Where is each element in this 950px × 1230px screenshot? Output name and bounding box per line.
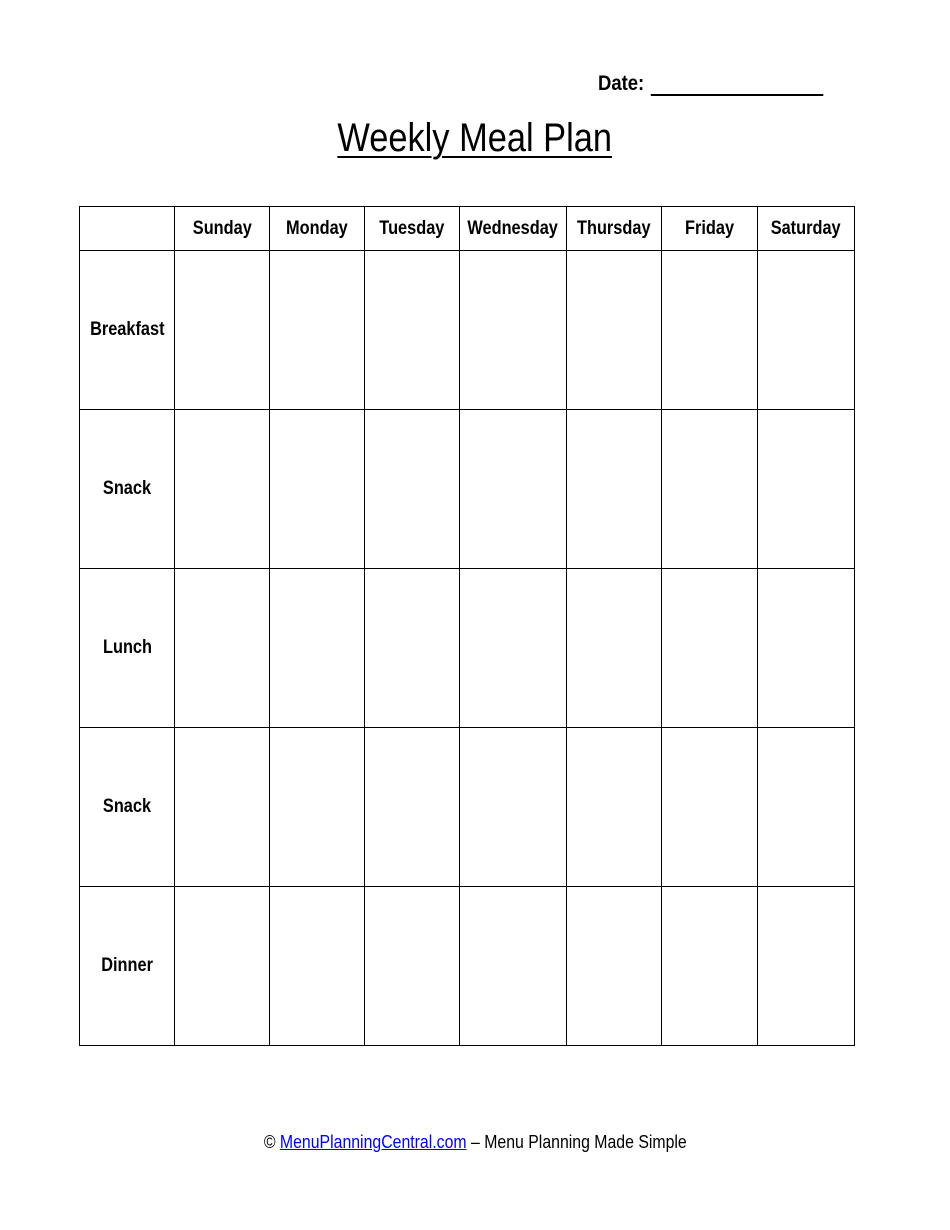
meal-row-snack-morning <box>80 410 855 569</box>
day-header-monday: Monday <box>270 207 365 251</box>
meal-cell[interactable] <box>460 410 567 569</box>
day-header-tuesday: Tuesday <box>365 207 460 251</box>
meal-cell[interactable] <box>175 887 270 1046</box>
meal-row-dinner <box>80 887 855 1046</box>
meal-cell[interactable] <box>365 410 460 569</box>
day-header-thursday: Thursday <box>567 207 662 251</box>
date-field <box>598 64 823 96</box>
copyright-symbol: © <box>263 1132 276 1152</box>
meal-plan-table <box>79 206 855 1046</box>
footer-tagline: – Menu Planning Made Simple <box>470 1132 687 1152</box>
meal-label-dinner: Dinner <box>80 887 175 1046</box>
footer-link[interactable]: MenuPlanningCentral.com <box>279 1132 467 1152</box>
meal-cell[interactable] <box>567 887 662 1046</box>
meal-cell[interactable] <box>175 728 270 887</box>
meal-label-snack: Snack <box>80 728 175 887</box>
meal-cell[interactable] <box>662 410 758 569</box>
meal-cell[interactable] <box>365 251 460 410</box>
meal-cell[interactable] <box>460 251 567 410</box>
header-row <box>80 207 855 251</box>
meal-cell[interactable] <box>758 887 855 1046</box>
meal-cell[interactable] <box>175 410 270 569</box>
meal-cell[interactable] <box>662 251 758 410</box>
meal-cell[interactable] <box>758 251 855 410</box>
meal-cell[interactable] <box>175 569 270 728</box>
meal-label-breakfast: Breakfast <box>80 251 175 410</box>
meal-cell[interactable] <box>365 887 460 1046</box>
meal-cell[interactable] <box>758 410 855 569</box>
meal-cell[interactable] <box>270 410 365 569</box>
meal-row-breakfast <box>80 251 855 410</box>
meal-row-lunch <box>80 569 855 728</box>
page-title-wrapper <box>0 112 950 164</box>
meal-cell[interactable] <box>662 569 758 728</box>
meal-cell[interactable] <box>662 887 758 1046</box>
footer-line <box>264 1132 687 1153</box>
meal-cell[interactable] <box>460 728 567 887</box>
corner-cell <box>80 207 175 251</box>
meal-cell[interactable] <box>758 728 855 887</box>
date-label: Date: <box>598 72 645 95</box>
meal-cell[interactable] <box>270 887 365 1046</box>
meal-cell[interactable] <box>270 728 365 887</box>
day-header-sunday: Sunday <box>175 207 270 251</box>
day-header-friday: Friday <box>662 207 758 251</box>
meal-cell[interactable] <box>270 251 365 410</box>
date-blank-line[interactable] <box>650 76 823 96</box>
meal-cell[interactable] <box>175 251 270 410</box>
page-title: Weekly Meal Plan <box>337 116 613 160</box>
meal-row-snack-afternoon <box>80 728 855 887</box>
meal-label-snack: Snack <box>80 410 175 569</box>
meal-cell[interactable] <box>567 251 662 410</box>
meal-cell[interactable] <box>365 728 460 887</box>
day-header-saturday: Saturday <box>758 207 855 251</box>
meal-cell[interactable] <box>567 569 662 728</box>
meal-cell[interactable] <box>567 728 662 887</box>
meal-cell[interactable] <box>662 728 758 887</box>
meal-cell[interactable] <box>460 887 567 1046</box>
meal-cell[interactable] <box>365 569 460 728</box>
meal-cell[interactable] <box>567 410 662 569</box>
page-footer <box>0 1132 950 1153</box>
meal-label-lunch: Lunch <box>80 569 175 728</box>
meal-cell[interactable] <box>270 569 365 728</box>
meal-cell[interactable] <box>460 569 567 728</box>
day-header-wednesday: Wednesday <box>460 207 567 251</box>
meal-cell[interactable] <box>758 569 855 728</box>
